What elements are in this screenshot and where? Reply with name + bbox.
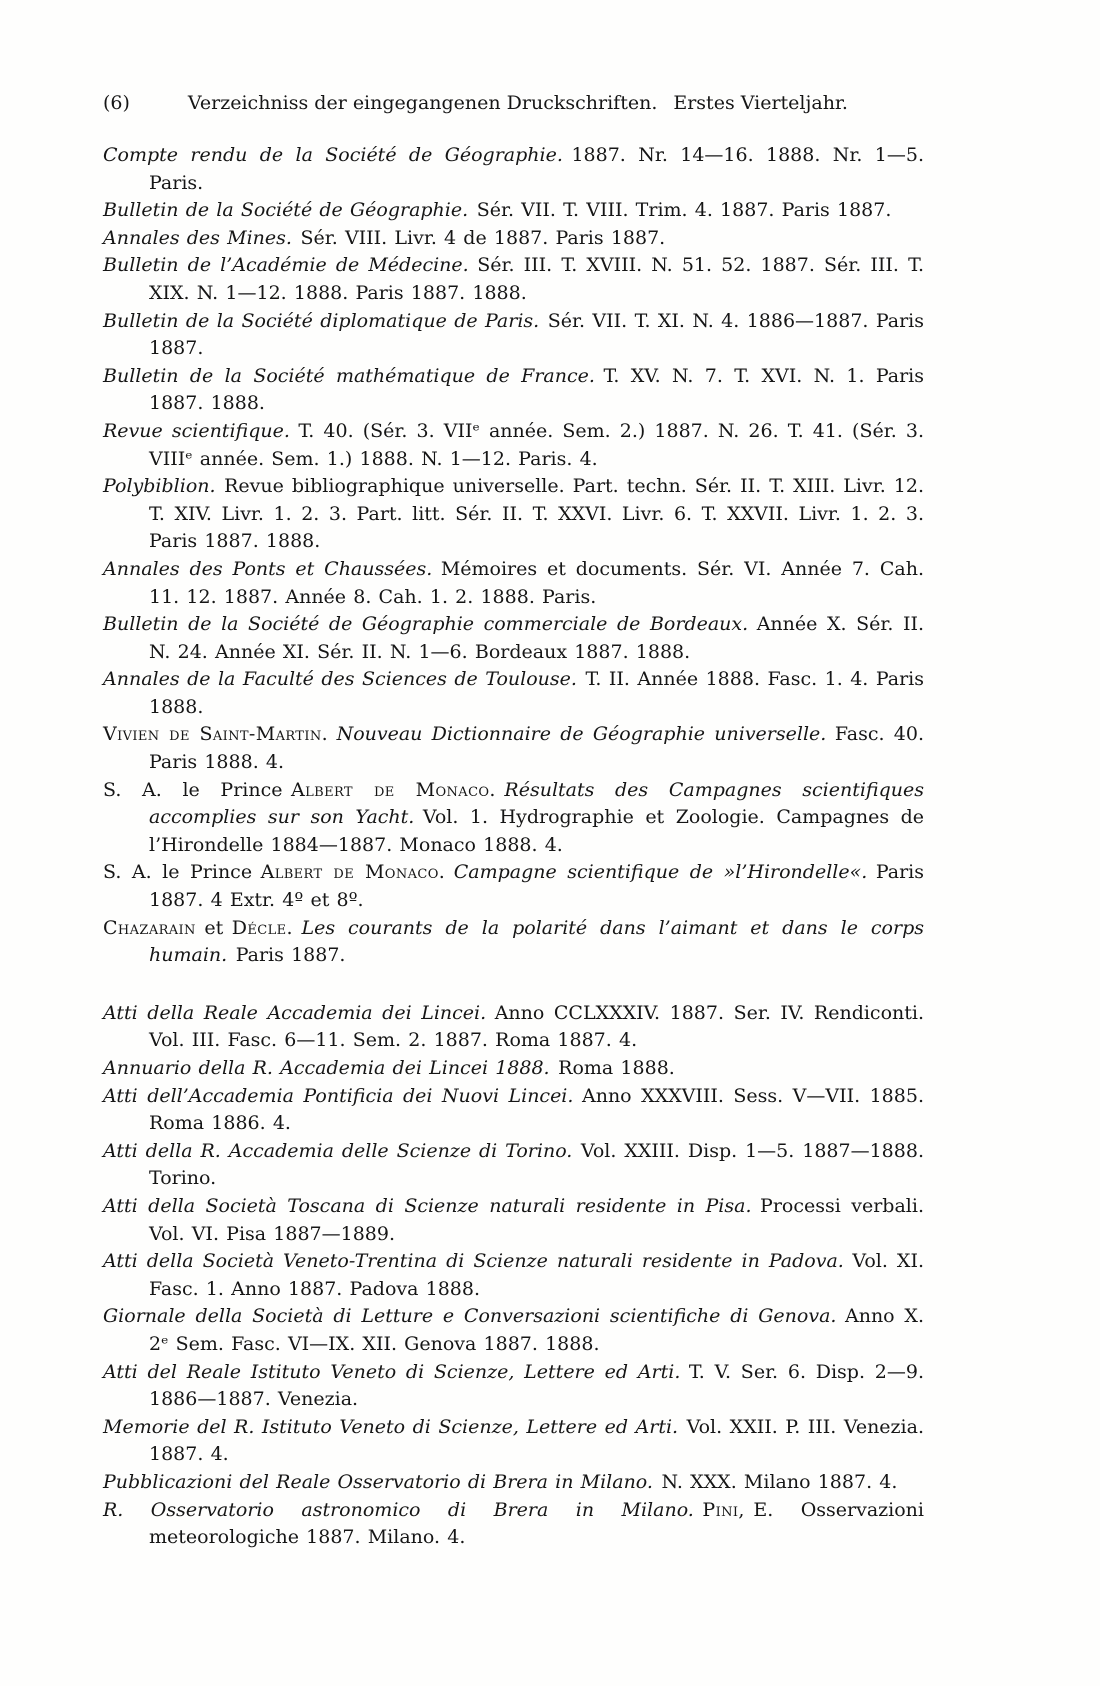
- bib-entry: [103, 1414, 924, 1469]
- bib-entry-roman-text: Vol. XXIII. Disp. 1—5. 1887—1888. Torino.: [149, 1139, 924, 1190]
- bib-entry: [103, 1359, 924, 1414]
- bib-entry-roman-text: Roma 1888.: [558, 1057, 675, 1079]
- bib-entry: [103, 915, 924, 970]
- bib-entry-italic-text: Pubblicazioni del Reale Osservatorio di Brera in Milano.: [103, 1470, 653, 1493]
- bib-entry-italic-text: Revue scientifique.: [103, 419, 290, 442]
- bib-entry-italic-text: Nouveau Dictionnaire de Géographie universelle.: [336, 723, 827, 746]
- bib-entry: [103, 611, 924, 666]
- bib-entry: [103, 418, 924, 473]
- bib-entry: [103, 197, 924, 225]
- bib-entry-roman-text: Vol. XI. Fasc. 1. Anno 1887. Padova 1888.: [149, 1250, 924, 1300]
- bib-entry-smallcaps-text: Chazarain: [103, 916, 196, 939]
- bib-entry-roman-text: Paris 1887.: [235, 944, 346, 967]
- bib-entry-roman-text: T. XV. N. 7. T. XVI. N. 1. Paris 1887. 1888.: [149, 364, 925, 415]
- bib-entry-italic-text: Campagne scientifique de »l’Hirondelle«.: [453, 861, 868, 884]
- bib-entry-italic-text: Atti del Reale Istituto Veneto di Scienze, Lettere ed Arti.: [103, 1360, 681, 1383]
- bib-entry: [103, 859, 924, 914]
- bib-entry-smallcaps-text: Albert de Monaco.: [291, 778, 496, 801]
- bib-entry: [103, 1497, 924, 1552]
- bib-entry-italic-text: Giornale della Società di Letture e Conversazioni scientifiche di Genova.: [103, 1305, 837, 1328]
- bib-entry-roman-text: T. II. Année 1888. Fasc. 1. 4. Paris 1888.: [149, 668, 924, 718]
- bib-entry-italic-text: Bulletin de l’Académie de Médecine.: [103, 254, 469, 277]
- bib-entry-roman-text: Processi verbali. Vol. VI. Pisa 1887—1889.: [149, 1194, 924, 1245]
- bib-entry-smallcaps-text: Albert de Monaco.: [260, 861, 446, 884]
- bib-entry-smallcaps-text: Pini,: [702, 1498, 745, 1521]
- bib-entry-roman-text: Sér. VIII. Livr. 4 de 1887. Paris 1887.: [300, 226, 666, 249]
- page-header: [103, 90, 924, 116]
- bib-entry-roman-text: Vol. XXII. P. III. Venezia. 1887. 4.: [149, 1415, 925, 1466]
- bib-entry-roman-text: Vol. 1. Hydrographie et Zoologie. Campagnes de l’Hirondelle 1884—1887. Monaco 1888. 4.: [149, 806, 924, 856]
- bib-entry-italic-text: Bulletin de la Société diplomatique de Paris.: [103, 309, 540, 332]
- bib-entry-italic-text: Bulletin de la Société de Géographie.: [103, 199, 469, 222]
- bib-entry-smallcaps-text: Décle.: [231, 916, 293, 939]
- bib-entry-roman-text: Paris 1887. 4 Extr. 4º et 8º.: [149, 861, 924, 912]
- bib-entry-roman-text: Anno CCLXXXIV. 1887. Ser. IV. Rendiconti. Vol. III. Fasc. 6—11. Sem. 2. 1887. Roma 1887. 4.: [149, 1001, 924, 1052]
- bib-entry: [103, 308, 924, 363]
- page-header-subtitle: Erstes Vierteljahr.: [673, 92, 848, 114]
- bib-entry: [103, 1083, 924, 1138]
- bib-entry-roman-text: E. Osservazioni meteorologiche 1887. Milano. 4.: [149, 1498, 924, 1549]
- bib-entry-italic-text: Atti della Società Veneto-Trentina di Scienze naturali residente in Padova.: [103, 1250, 844, 1273]
- bib-entry-roman-text: Anno XXXVIII. Sess. V—VII. 1885. Roma 1886. 4.: [149, 1084, 924, 1135]
- bib-entry-roman-text: et: [204, 916, 224, 939]
- bib-entry-italic-text: Les courants de la polarité dans l’aimant et dans le corps humain.: [149, 916, 924, 967]
- bib-entry-italic-text: Atti dell’Accademia Pontificia dei Nuovi Lincei.: [103, 1084, 574, 1107]
- bib-entry: [103, 1000, 924, 1055]
- bib-entry-roman-text: Revue bibliographique universelle. Part. techn. Sér. II. T. XIII. Livr. 12. T. XIV. Livr. 1. 2. 3. Part. litt. Sér. II. T. XXVI. Livr. 6. T. XXVII. Livr. 1. 2. 3. Paris 1887. 1888.: [149, 475, 924, 553]
- bib-entry: [103, 142, 924, 197]
- bibliography-list: [103, 142, 924, 1552]
- bib-entry-italic-text: R. Osservatorio astronomico di Brera in Milano.: [103, 1498, 694, 1521]
- bib-entry-italic-text: Polybiblion.: [103, 475, 216, 498]
- bib-entry-italic-text: Bulletin de la Société mathématique de France.: [103, 364, 595, 387]
- bib-entry-italic-text: Annuario della R. Accademia dei Lincei 1888.: [103, 1057, 550, 1079]
- bib-entry: [103, 1469, 924, 1497]
- bib-entry-smallcaps-text: Vivien de Saint-Martin.: [103, 723, 329, 746]
- bib-entry: [103, 1193, 924, 1248]
- bib-entry-roman-text: Sér. III. T. XVIII. N. 51. 52. 1887. Sér. III. T. XIX. N. 1—12. 1888. Paris 1887. 1888.: [149, 254, 924, 304]
- bib-entry: [103, 1055, 924, 1083]
- page-header-title: Verzeichniss der eingegangenen Druckschriften.: [187, 92, 658, 114]
- bib-entry-roman-text: Anno X. 2ᵉ Sem. Fasc. VI—IX. XII. Genova 1887. 1888.: [149, 1305, 924, 1355]
- bib-entry-roman-text: T. 40. (Sér. 3. VIIᵉ année. Sem. 2.) 1887. N. 26. T. 41. (Sér. 3. VIIIᵉ année. Sem. 1.) 1888. N. 1—12. Paris. 4.: [149, 419, 924, 470]
- bib-entry: [103, 473, 924, 556]
- bib-entry: [103, 225, 924, 253]
- bib-entry-roman-text: Fasc. 40. Paris 1888. 4.: [149, 723, 924, 774]
- bib-entry-italic-text: Atti della R. Accademia delle Scienze di Torino.: [103, 1139, 573, 1162]
- page-number: (6): [103, 92, 130, 114]
- bib-entry-italic-text: Annales des Mines.: [103, 226, 292, 249]
- bib-entry-italic-text: Compte rendu de la Société de Géographie.: [103, 144, 563, 166]
- bib-entry-italic-text: Annales des Ponts et Chaussées.: [103, 557, 433, 580]
- bib-entry: [103, 777, 924, 860]
- bib-entry-roman-text: S. A. le Prince: [103, 778, 283, 801]
- bib-entry-roman-text: Sér. VII. T. XI. N. 4. 1886—1887. Paris 1887.: [149, 309, 924, 360]
- bib-entry: [103, 1138, 924, 1193]
- bib-entry-italic-text: Atti della Reale Accademia dei Lincei.: [103, 1001, 487, 1024]
- bib-entry: [103, 556, 924, 611]
- bib-entry: [103, 252, 924, 307]
- bib-entry: [103, 363, 924, 418]
- bib-entry-italic-text: Atti della Società Toscana di Scienze naturali residente in Pisa.: [103, 1194, 752, 1217]
- bib-entry-italic-text: Annales de la Faculté des Sciences de Toulouse.: [103, 668, 577, 691]
- bib-entry-roman-text: S. A. le Prince: [103, 861, 253, 884]
- bib-entry-roman-text: Sér. VII. T. VIII. Trim. 4. 1887. Paris 1887.: [476, 199, 892, 222]
- bib-entry: [103, 1248, 924, 1303]
- bib-entry-italic-text: Résultats des Campagnes scientifiques accomplies sur son Yacht.: [149, 778, 924, 829]
- bib-entry-italic-text: Bulletin de la Société de Géographie commerciale de Bordeaux.: [103, 613, 749, 636]
- bib-entry-roman-text: Année X. Sér. II. N. 24. Année XI. Sér. II. N. 1—6. Bordeaux 1887. 1888.: [149, 613, 924, 663]
- bib-entry-italic-text: Memorie del R. Istituto Veneto di Scienze, Lettere ed Arti.: [103, 1415, 679, 1438]
- bib-entry-roman-text: T. V. Ser. 6. Disp. 2—9. 1886—1887. Venezia.: [149, 1360, 924, 1411]
- bib-entry-roman-text: Mémoires et documents. Sér. VI. Année 7. Cah. 11. 12. 1887. Année 8. Cah. 1. 2. 1888. Paris.: [149, 557, 924, 608]
- bib-entry-roman-text: N. XXX. Milano 1887. 4.: [661, 1470, 898, 1493]
- bib-entry-roman-text: 1887. Nr. 14—16. 1888. Nr. 1—5. Paris.: [149, 144, 924, 194]
- bib-entry: [103, 721, 924, 776]
- bib-entry: [103, 1303, 924, 1358]
- bib-entry: [103, 666, 924, 721]
